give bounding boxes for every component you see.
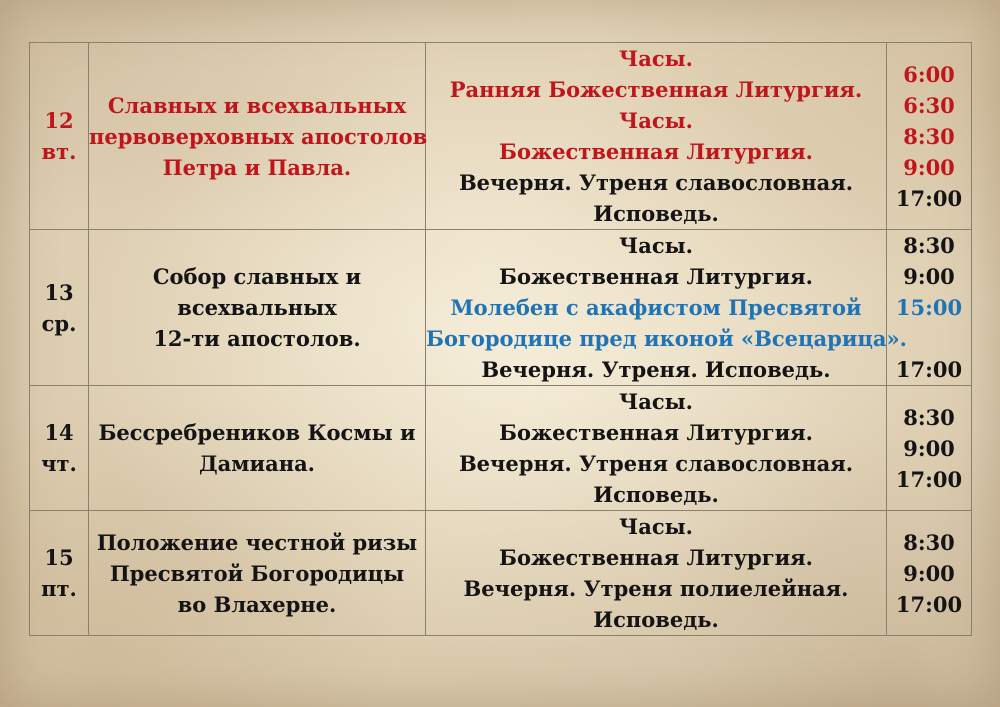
service-time: 17:00 xyxy=(895,357,963,382)
services-cell xyxy=(426,230,907,386)
service-name: Божественная Литургия. xyxy=(499,264,813,289)
service-time: 17:00 xyxy=(895,466,963,492)
service-time: 8:30 xyxy=(903,233,955,258)
service-time: 9:00 xyxy=(903,435,955,461)
services-cell xyxy=(426,511,887,636)
feast-line: Петра и Павла. xyxy=(162,154,352,180)
schedule-row xyxy=(30,43,972,230)
service-time: 15:00 xyxy=(895,295,963,320)
service-name: Исповедь. xyxy=(593,482,719,507)
service-name: Исповедь. xyxy=(593,201,719,226)
service-name: Часы. xyxy=(619,514,693,539)
times-cell xyxy=(887,43,972,230)
feast-line: Дамиана. xyxy=(199,451,315,476)
date-cell xyxy=(30,386,89,511)
weekday: чт. xyxy=(41,451,77,476)
service-name: Вечерня. Утреня славословная. xyxy=(458,170,854,195)
service-time: 9:00 xyxy=(903,560,955,586)
service-name: Вечерня. Утреня полиелейная. xyxy=(463,576,849,601)
times-cell xyxy=(887,386,972,511)
service-name: Часы. xyxy=(619,46,693,71)
feast-cell xyxy=(89,511,426,636)
feast-line: Славных и всехвальных xyxy=(107,92,407,118)
service-time: 17:00 xyxy=(895,185,963,211)
service-name: Божественная Литургия. xyxy=(499,420,813,445)
weekday: вт. xyxy=(41,139,77,164)
feast-cell xyxy=(89,43,426,230)
day-number: 12 xyxy=(44,108,74,133)
service-name: Вечерня. Утреня. Исповедь. xyxy=(481,357,831,382)
service-name: Молебен с акафистом Пресвятой xyxy=(450,295,862,320)
feast-line: всехвальных xyxy=(177,295,337,320)
feast-line: во Влахерне. xyxy=(177,591,337,617)
service-name: Божественная Литургия. xyxy=(499,139,813,164)
service-name: Богородице пред иконой «Всецарица». xyxy=(426,326,907,351)
feast-cell xyxy=(89,230,426,386)
service-time: 6:30 xyxy=(903,92,955,118)
schedule-table xyxy=(29,42,972,636)
service-name: Ранняя Божественная Литургия. xyxy=(449,77,863,102)
service-name: Божественная Литургия. xyxy=(499,545,813,570)
service-name: Часы. xyxy=(619,389,693,414)
schedule-row xyxy=(30,230,972,386)
service-time: 6:00 xyxy=(903,61,955,87)
day-number: 14 xyxy=(44,420,74,445)
service-time: 8:30 xyxy=(903,529,955,555)
service-time: 8:30 xyxy=(903,404,955,430)
day-number: 13 xyxy=(44,279,74,305)
service-name: Часы. xyxy=(619,233,693,258)
feast-cell xyxy=(89,386,426,511)
feast-line: Бессребреников Космы и xyxy=(98,420,416,445)
date-cell xyxy=(30,43,89,230)
service-name: Исповедь. xyxy=(593,607,719,632)
services-cell xyxy=(426,386,887,511)
feast-line: первоверховных апостолов xyxy=(89,123,428,149)
service-time: 8:30 xyxy=(903,123,955,149)
day-number: 15 xyxy=(44,545,74,570)
services-cell xyxy=(426,43,887,230)
service-name: Вечерня. Утреня славословная. xyxy=(458,451,854,476)
schedule-row xyxy=(30,386,972,511)
service-time: 9:00 xyxy=(903,154,955,180)
feast-line: Пресвятой Богородицы xyxy=(109,560,405,586)
service-name: Часы. xyxy=(619,108,693,133)
times-cell xyxy=(887,230,972,386)
feast-line: Собор славных и xyxy=(152,264,362,289)
date-cell xyxy=(30,511,89,636)
service-time: 17:00 xyxy=(895,591,963,617)
service-time: 9:00 xyxy=(903,264,955,289)
date-cell xyxy=(30,230,89,386)
feast-line: 12-ти апостолов. xyxy=(153,326,361,351)
feast-line: Положение честной ризы xyxy=(96,529,418,555)
times-cell xyxy=(887,511,972,636)
weekday: ср. xyxy=(41,310,77,336)
schedule-row xyxy=(30,511,972,636)
weekday: пт. xyxy=(41,576,77,601)
